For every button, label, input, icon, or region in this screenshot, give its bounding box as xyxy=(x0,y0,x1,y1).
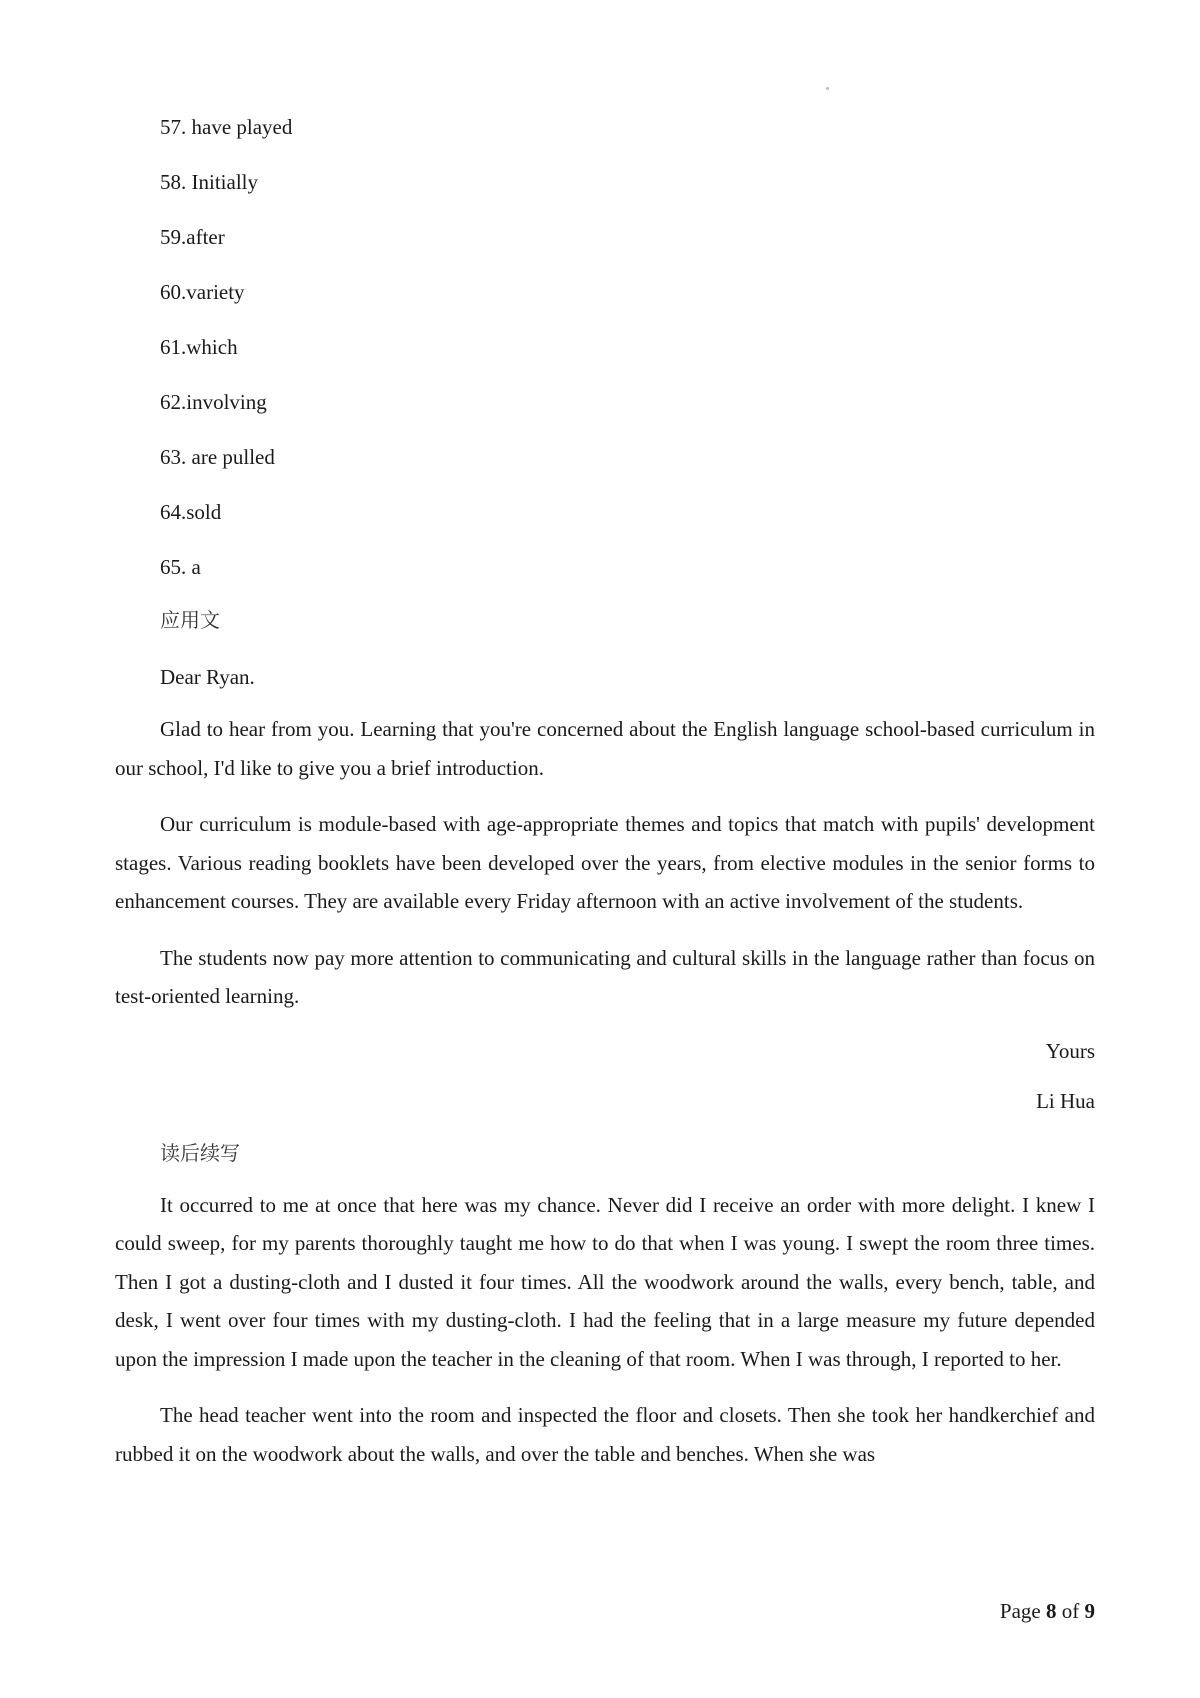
story-paragraph: The head teacher went into the room and inspected the floor and closets. Then she took her handkerchief and rubbed it on the woodwork about the walls, and over the table and benches. When she was xyxy=(115,1403,1095,1466)
answer-item: 60.variety xyxy=(160,280,245,304)
answer-item: 65. a xyxy=(160,555,201,579)
letter-signature: Li Hua xyxy=(1036,1088,1095,1113)
total-pages: 9 xyxy=(1084,1599,1095,1623)
answer-list xyxy=(160,112,292,607)
letter-salutation: Dear Ryan. xyxy=(160,665,255,689)
answer-item: 62.involving xyxy=(160,390,267,414)
page-number xyxy=(1000,1596,1095,1626)
current-page: 8 xyxy=(1046,1599,1057,1623)
answer-item: 57. have played xyxy=(160,115,293,139)
letter-closing: Yours xyxy=(1045,1038,1095,1063)
continuation-writing-heading: 读后续写 xyxy=(160,1140,240,1165)
answer-item: 58. Initially xyxy=(160,170,258,194)
essay-content xyxy=(115,605,1095,1473)
answer-item: 59.after xyxy=(160,225,225,249)
page-prefix: Page xyxy=(999,1599,1046,1623)
answer-item: 64.sold xyxy=(160,500,222,524)
scan-mark xyxy=(826,87,829,90)
answer-item: 61.which xyxy=(160,335,238,359)
applied-writing-heading: 应用文 xyxy=(160,608,220,632)
story-paragraph: It occurred to me at once that here was my chance. Never did I receive an order with more delight. I knew I could sweep, for my parents thoroughly taught me how to do that when I was young. I swept the room three times. Then I got a dusting-cloth and I dusted it four times. All the woodwork around the walls, every bench, table, and desk, I went over four times with my dusting-cloth. I had the feeling that in a large measure my future depended upon the impression I made upon the teacher in the cleaning of that room. When I was through, I reported to her. xyxy=(115,1192,1095,1371)
letter-paragraph: Glad to hear from you. Learning that you're concerned about the English language school-based curriculum in our school, I'd like to give you a brief introduction. xyxy=(115,717,1095,780)
letter-paragraph: Our curriculum is module-based with age-appropriate themes and topics that match with pupils' development stages. Various reading booklets have been developed over the years, from elective modules in the senior forms to enhancement courses. They are available every Friday afternoon with an active involvement of the students. xyxy=(115,812,1095,913)
letter-paragraph: The students now pay more attention to communicating and cultural skills in the language rather than focus on test-oriented learning. xyxy=(115,945,1095,1008)
answer-item: 63. are pulled xyxy=(160,445,275,469)
page-middle: of xyxy=(1056,1599,1085,1623)
